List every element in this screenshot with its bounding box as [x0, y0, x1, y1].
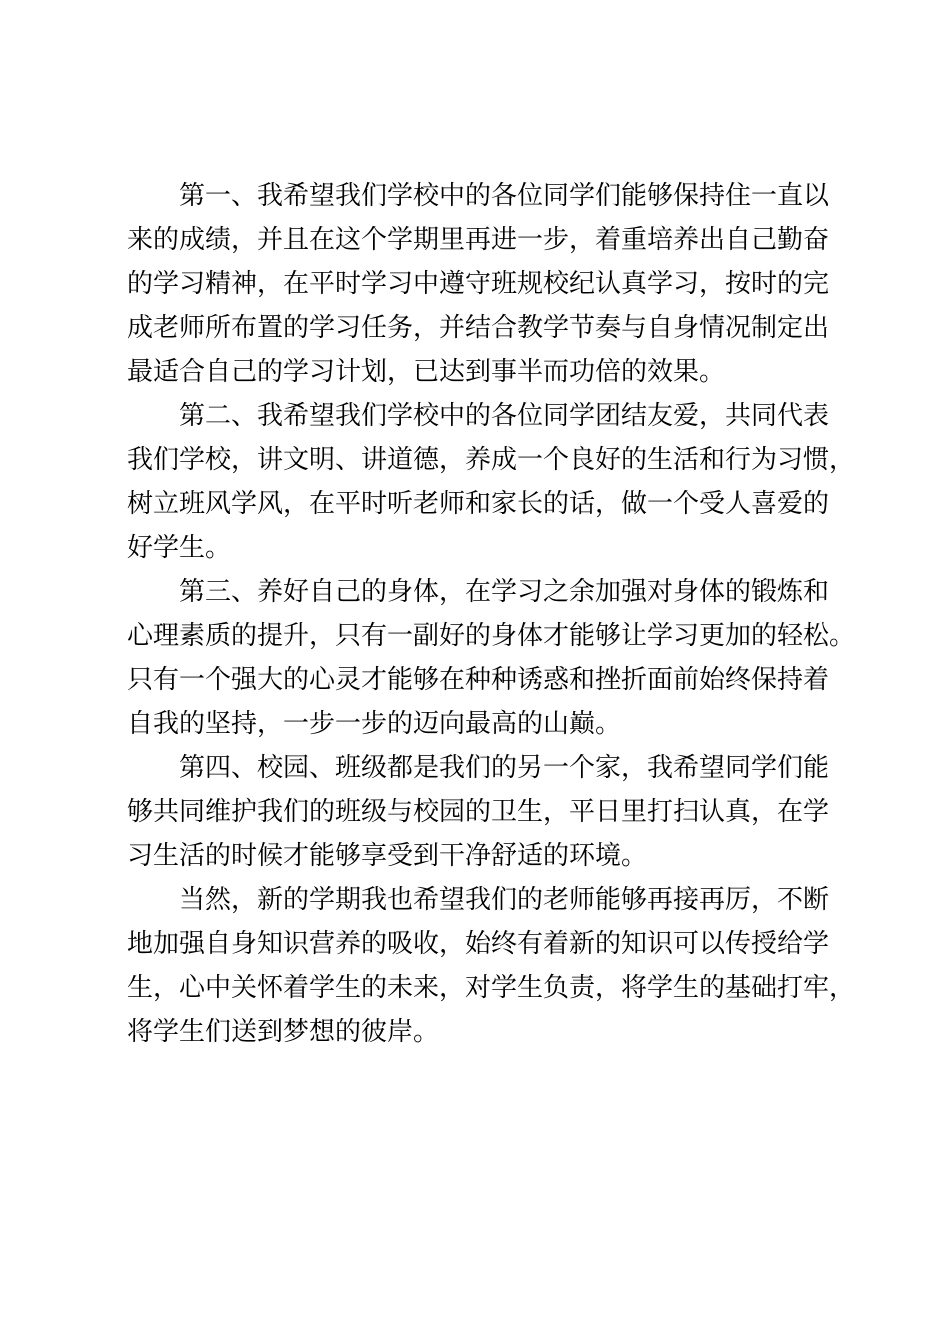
paragraph-line: 最适合自己的学习计划，已达到事半而功倍的效果。 [127, 357, 726, 387]
paragraph-line: 好学生。 [127, 533, 232, 563]
paragraph-1 [127, 174, 833, 394]
paragraph-3 [127, 570, 856, 746]
paragraph-line: 将学生们送到梦想的彼岸。 [127, 1017, 440, 1047]
paragraph-4 [127, 746, 833, 878]
paragraph-line: 够共同维护我们的班级与校园的卫生，平日里打扫认真，在学 [127, 797, 830, 827]
paragraph-line: 成老师所布置的学习任务，并结合教学节奏与自身情况制定出 [127, 313, 830, 343]
paragraph-2 [127, 394, 856, 570]
paragraph-line: 生，心中关怀着学生的未来，对学生负责，将学生的基础打牢， [127, 973, 856, 1003]
paragraph-line: 来的成绩，并且在这个学期里再进一步，着重培养出自己勤奋 [127, 225, 830, 255]
paragraph-line: 第三、养好自己的身体，在学习之余加强对身体的锻炼和 [179, 577, 830, 607]
paragraph-line: 只有一个强大的心灵才能够在种种诱惑和挫折面前始终保持着 [127, 665, 830, 695]
paragraph-line: 自我的坚持，一步一步的迈向最高的山巅。 [127, 709, 622, 739]
paragraph-line: 心理素质的提升，只有一副好的身体才能够让学习更加的轻松。 [127, 621, 856, 651]
paragraph-line: 地加强自身知识营养的吸收，始终有着新的知识可以传授给学 [127, 929, 830, 959]
paragraph-line: 第四、校园、班级都是我们的另一个家，我希望同学们能 [179, 753, 830, 783]
paragraph-line: 第一、我希望我们学校中的各位同学们能够保持住一直以 [179, 181, 830, 211]
paragraph-line: 的学习精神，在平时学习中遵守班规校纪认真学习，按时的完 [127, 269, 830, 299]
paragraph-line: 树立班风学风，在平时听老师和家长的话，做一个受人喜爱的 [127, 489, 830, 519]
paragraph-line: 习生活的时候才能够享受到干净舒适的环境。 [127, 841, 648, 871]
document-body [127, 174, 856, 1054]
paragraph-5 [127, 878, 856, 1054]
paragraph-line: 我们学校，讲文明、讲道德，养成一个良好的生活和行为习惯， [127, 445, 856, 475]
paragraph-line: 第二、我希望我们学校中的各位同学团结友爱，共同代表 [179, 401, 830, 431]
paragraph-line: 当然，新的学期我也希望我们的老师能够再接再厉，不断 [179, 885, 830, 915]
